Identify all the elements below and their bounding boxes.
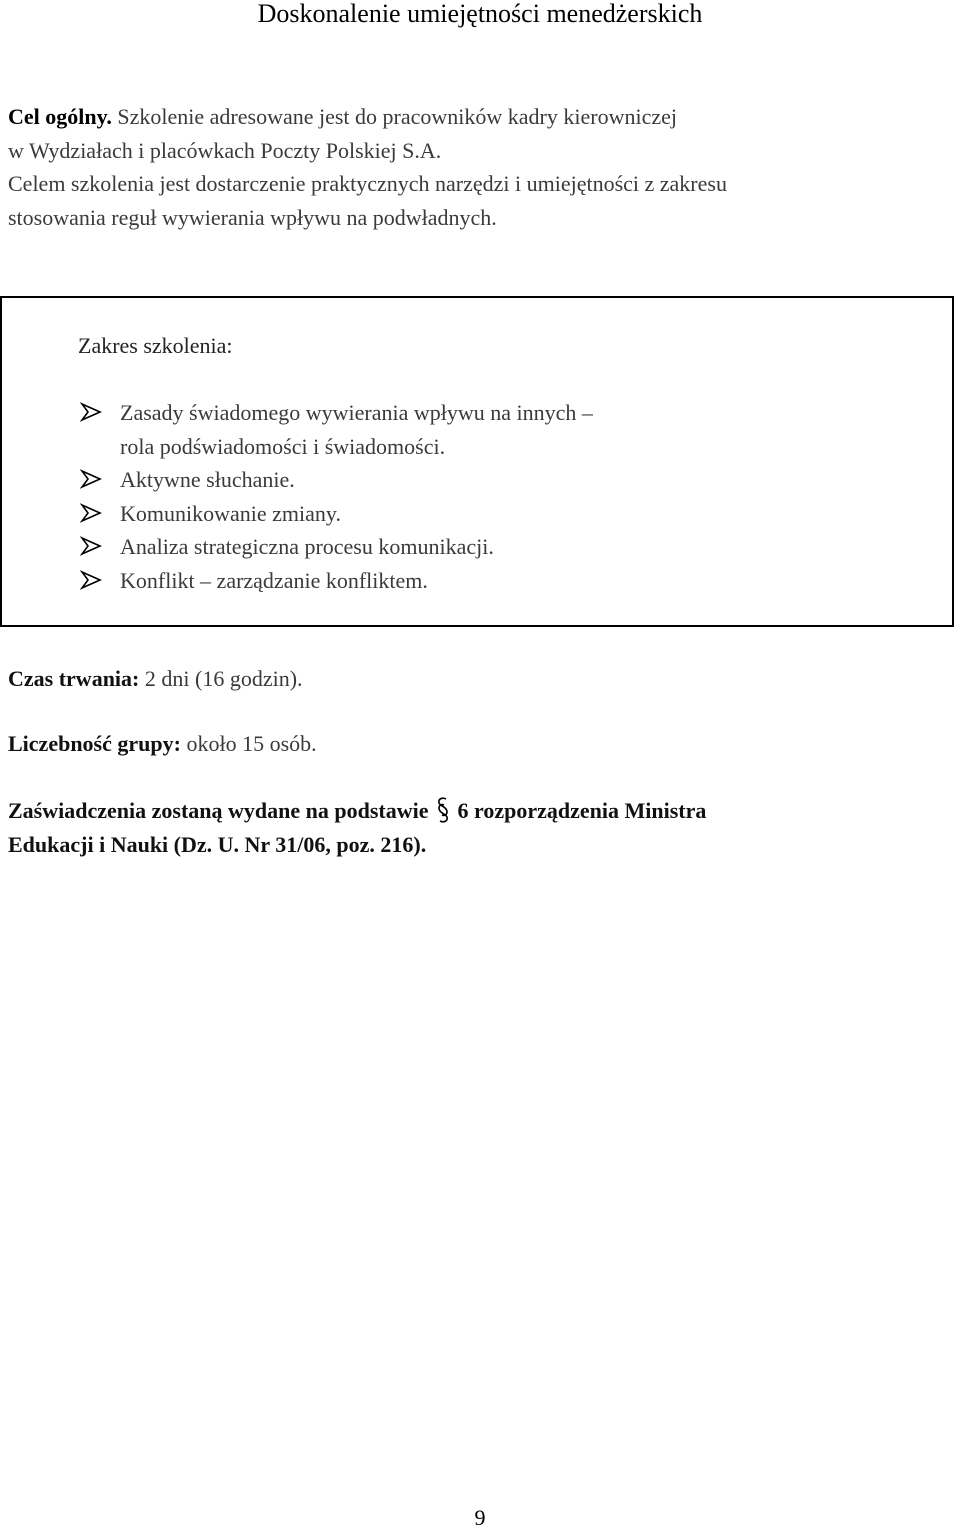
duration-line [8,664,303,694]
scope-item-text: Zasady świadomego wywierania wpływu na innych – [120,400,593,425]
scope-item-text: Aktywne słuchanie. [120,467,295,492]
group-size-value: około 15 osób. [180,731,317,756]
intro-label: Cel ogólny. [8,104,112,129]
document-title: Doskonalenie umiejętności menedżerskich [257,0,703,28]
scope-item [80,530,880,564]
certificate-paragraph [8,794,948,861]
scope-item [80,497,880,531]
scope-list [80,396,880,597]
scope-heading: Zakres szkolenia: [78,333,233,358]
page-number: 9 [474,1505,486,1530]
arrowhead-bullet-icon [80,503,102,523]
intro-line-3: Celem szkolenia jest dostarczenie praktycznych narzędzi i umiejętności z zakresu [8,171,727,196]
intro-line-1 [8,100,953,134]
intro-paragraph [8,100,953,234]
scope-item [80,396,880,463]
certificate-line-2: Edukacji i Nauki (Dz. U. Nr 31/06, poz. 216). [8,831,427,857]
group-size-label: Liczebność grupy: [8,731,181,756]
intro-line-1-text: Szkolenie adresowane jest do pracowników kadry kierowniczej [111,104,677,129]
scope-item-text-continued: rola podświadomości i świadomości. [120,433,446,459]
arrowhead-bullet-icon [80,570,102,590]
intro-line-2: w Wydziałach i placówkach Poczty Polskiej S.A. [8,137,442,163]
scope-item [80,564,880,598]
arrowhead-bullet-icon [80,536,102,556]
scope-item-text: Konflikt – zarządzanie konfliktem. [120,567,428,593]
certificate-text-before: Zaświadczenia zostaną wydane na podstawie [8,798,429,823]
group-size-line [8,729,317,759]
duration-label: Czas trwania: [8,666,140,691]
arrowhead-bullet-icon [80,469,102,489]
scope-item-text: Analiza strategiczna procesu komunikacji. [120,534,494,559]
arrowhead-bullet-icon [80,402,102,422]
certificate-line-1 [8,794,948,828]
scope-item-text: Komunikowanie zmiany. [120,500,341,526]
duration-value: 2 dni (16 godzin). [139,666,303,691]
section-sign-icon [436,796,450,824]
certificate-text-after: 6 rozporządzenia Ministra [457,798,707,823]
scope-item [80,463,880,497]
intro-line-4: stosowania reguł wywierania wpływu na podwładnych. [8,204,497,230]
